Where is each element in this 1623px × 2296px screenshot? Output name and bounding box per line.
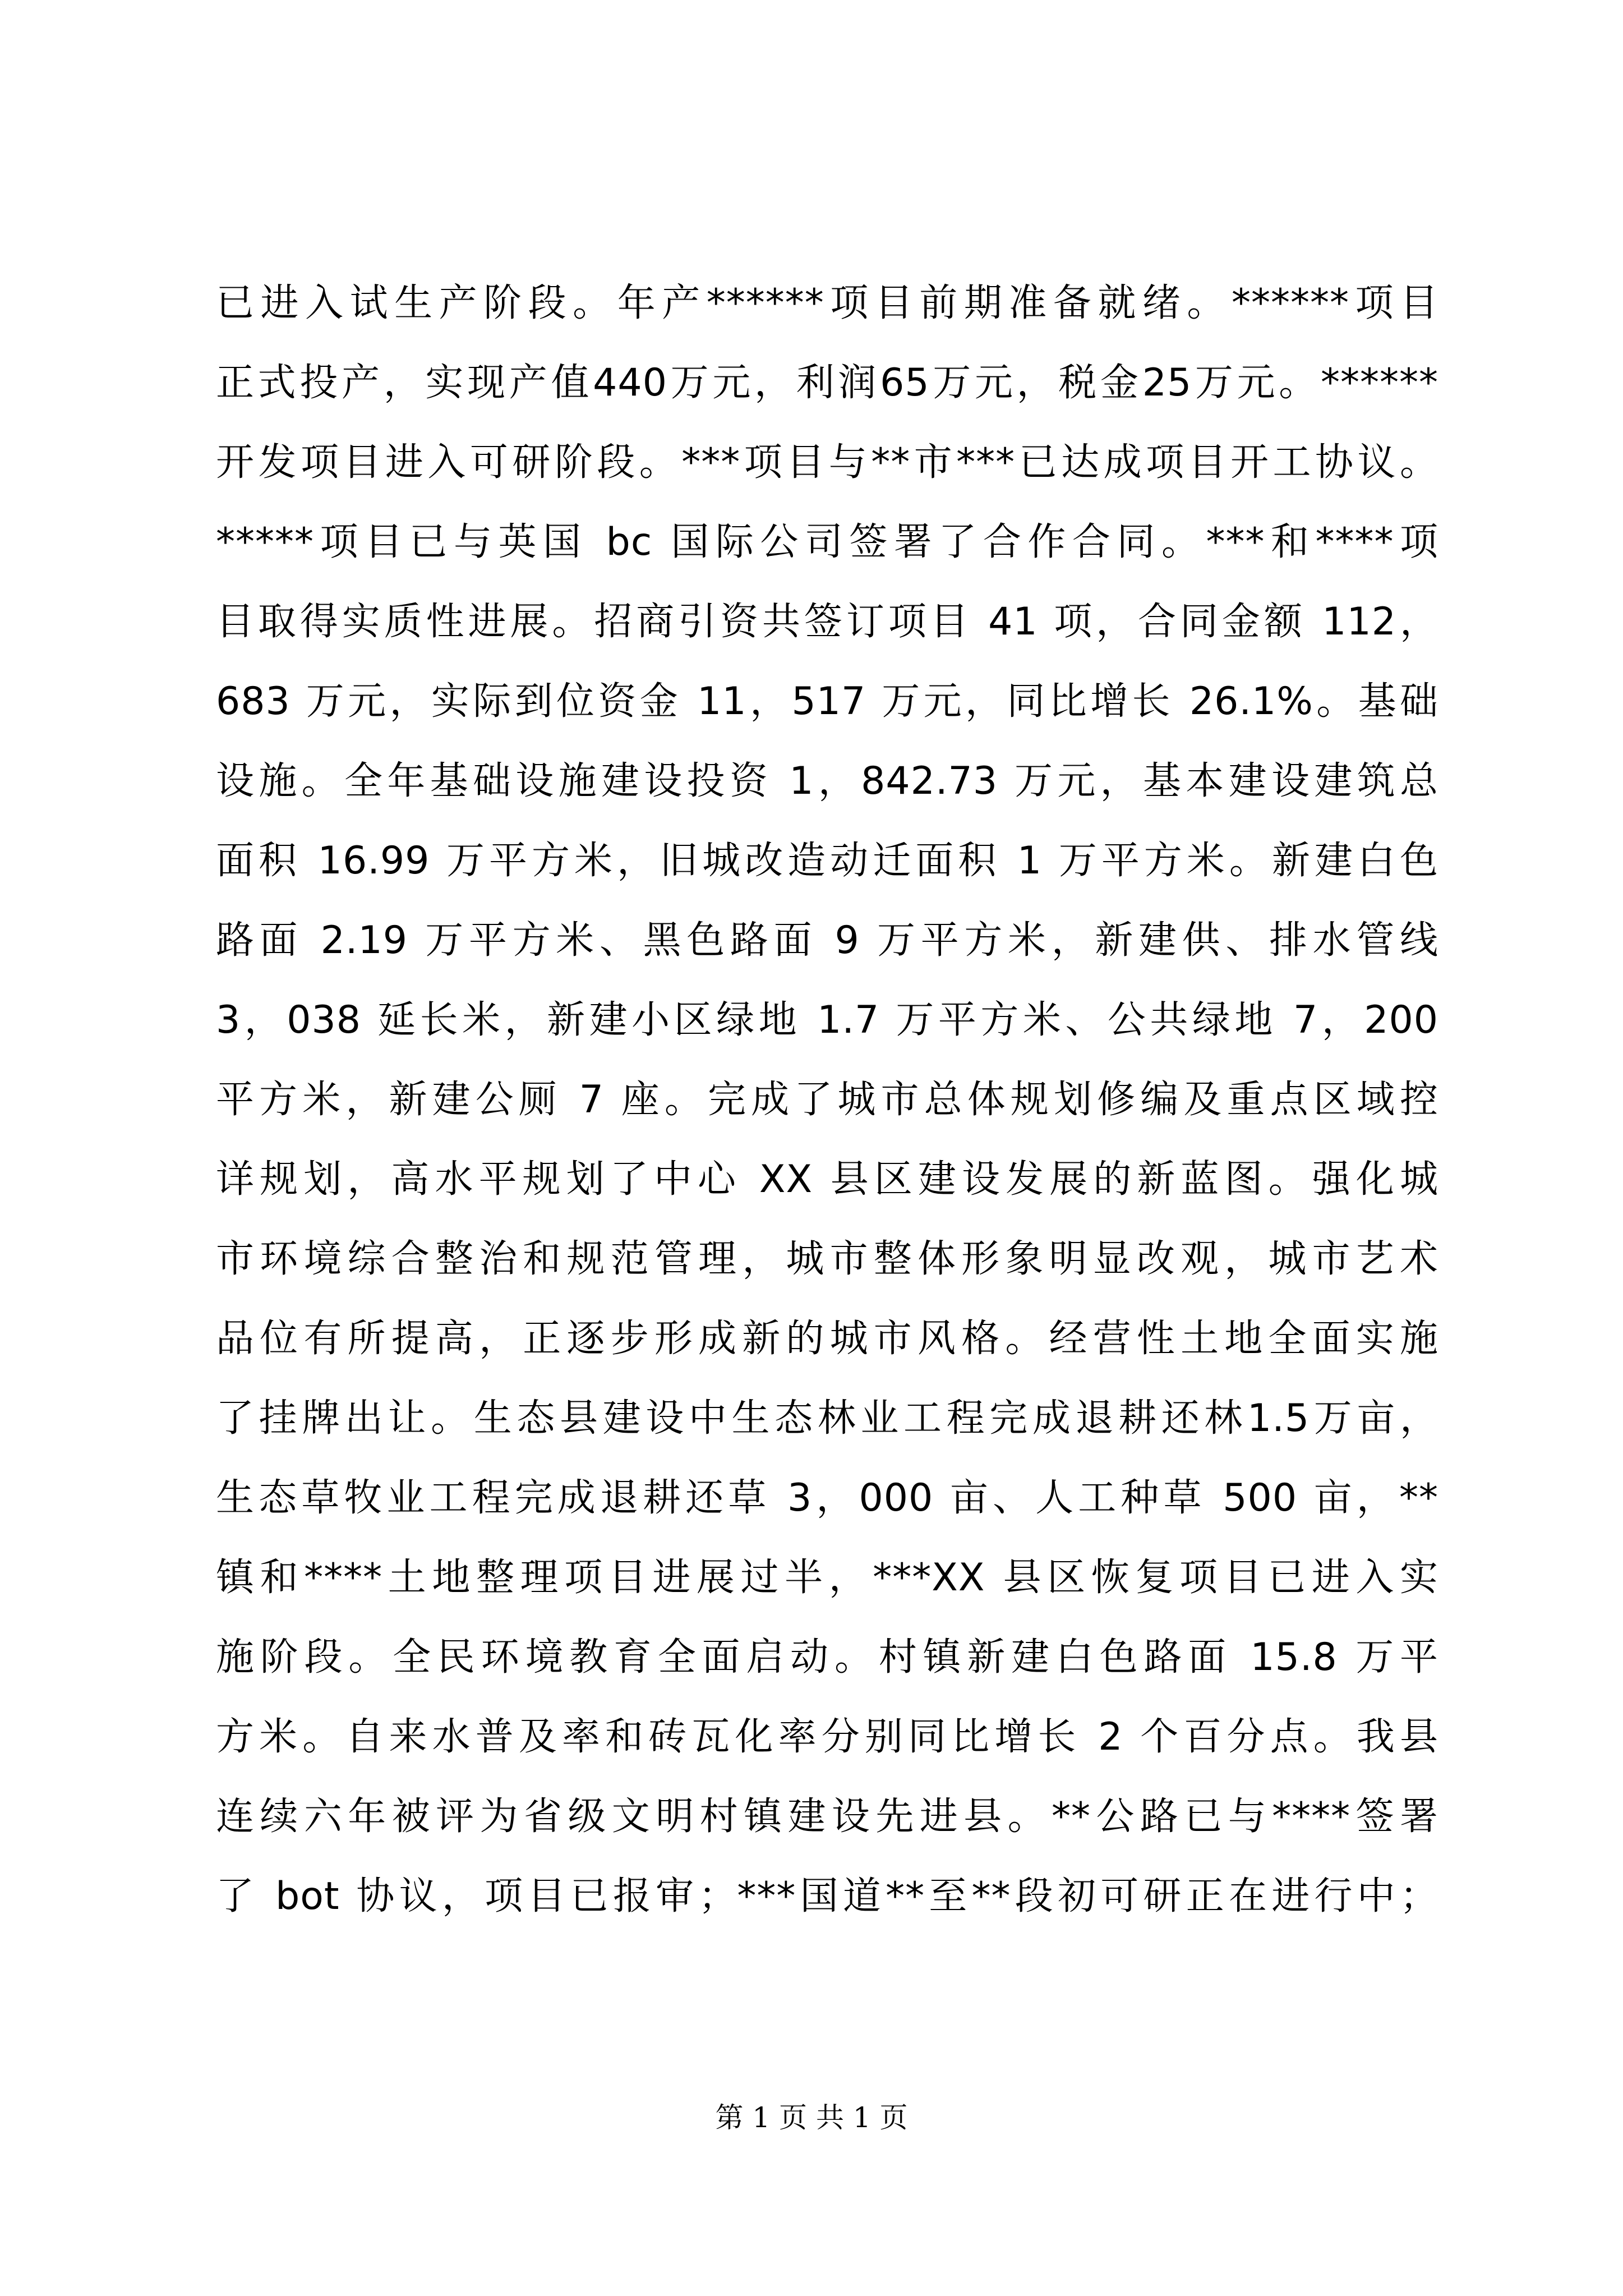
text-line: 3，038 延长米，新建小区绿地 1.7 万平方米、公共绿地 7，200 xyxy=(216,998,1438,1042)
text-line: 生态草牧业工程完成退耕还草 3，000 亩、人工种草 500 亩，** xyxy=(216,1476,1438,1520)
body-text xyxy=(216,264,1438,1936)
text-line: 连续六年被评为省级文明村镇建设先进县。**公路已与****签署 xyxy=(216,1795,1438,1839)
text-line: 品位有所提高，正逐步形成新的城市风格。经营性土地全面实施 xyxy=(216,1317,1438,1361)
text-line: 镇和****土地整理项目进展过半，***XX 县区恢复项目已进入实 xyxy=(216,1556,1438,1600)
text-line: 平方米，新建公厕 7 座。完成了城市总体规划修编及重点区域控 xyxy=(216,1078,1438,1122)
text-line: 了挂牌出让。生态县建设中生态林业工程完成退耕还林1.5万亩， xyxy=(216,1396,1438,1441)
text-line: 目取得实质性进展。招商引资共签订项目 41 项，合同金额 112， xyxy=(216,600,1438,644)
text-line: 施阶段。全民环境教育全面启动。村镇新建白色路面 15.8 万平 xyxy=(216,1635,1438,1680)
text-line: 路面 2.19 万平方米、黑色路面 9 万平方米，新建供、排水管线 xyxy=(216,918,1438,963)
text-line: 正式投产，实现产值440万元，利润65万元，税金25万元。****** xyxy=(216,361,1438,405)
text-line: 开发项目进入可研阶段。***项目与**市***已达成项目开工协议。 xyxy=(216,440,1438,485)
text-line: 市环境综合整治和规范管理，城市整体形象明显改观，城市艺术 xyxy=(216,1237,1438,1281)
page-footer: 第 1 页 共 1 页 xyxy=(715,2101,908,2134)
text-line: 面积 16.99 万平方米，旧城改造动迁面积 1 万平方米。新建白色 xyxy=(216,839,1438,883)
text-line: *****项目已与英国 bc 国际公司签署了合作合同。***和****项 xyxy=(216,520,1438,564)
text-line: 了 bot 协议，项目已报审；***国道**至**段初可研正在进行中； xyxy=(216,1874,1438,1918)
text-line: 设施。全年基础设施建设投资 1，842.73 万元，基本建设建筑总 xyxy=(216,759,1438,803)
text-line: 683 万元，实际到位资金 11，517 万元，同比增长 26.1%。基础 xyxy=(216,679,1438,724)
text-line: 已进入试生产阶段。年产******项目前期准备就绪。******项目 xyxy=(216,281,1438,325)
text-line: 详规划，高水平规划了中心 XX 县区建设发展的新蓝图。强化城 xyxy=(216,1157,1438,1202)
text-line: 方米。自来水普及率和砖瓦化率分别同比增长 2 个百分点。我县 xyxy=(216,1715,1438,1759)
